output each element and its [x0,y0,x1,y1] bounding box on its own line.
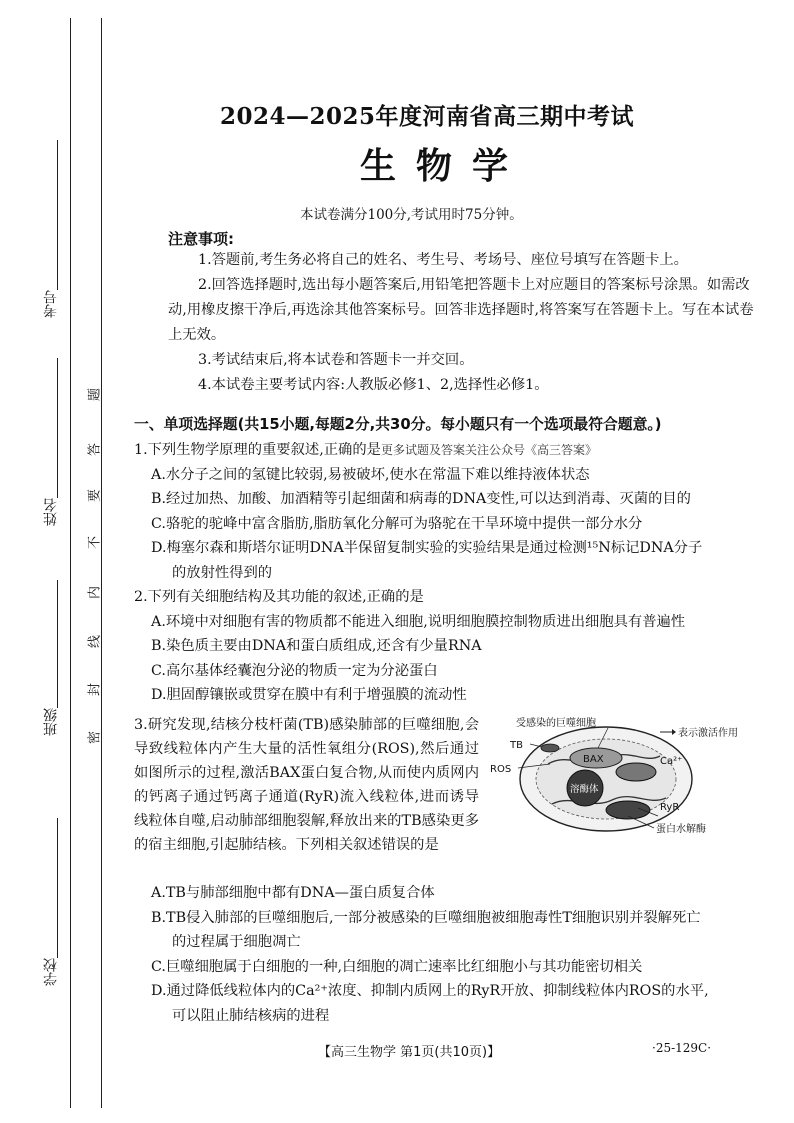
promo-note: 更多试题及答案关注公众号《高三答案》 [380,443,597,457]
option-d: D.胆固醇镶嵌或贯穿在膜中有利于增强膜的流动性 [151,687,467,703]
question-stem: 2.下列有关细胞结构及其功能的叙述,正确的是 [134,589,424,605]
name-blank [57,358,58,498]
notice-item: 4.本试卷主要考试内容:人教版必修1、2,选择性必修1。 [198,377,549,393]
infected-cell-label: 受感染的巨噬细胞 [516,718,596,729]
class-label: 班级 [43,708,59,736]
tb-label: TB [510,740,523,751]
notice-item: 3.考试结束后,将本试卷和答题卡一并交回。 [198,352,474,368]
class-blank [57,580,58,708]
option-d: D.通过降低线粒体内的Ca²⁺浓度、抑制内质网上的RyR开放、抑制线粒体内ROS的水平, [151,983,709,999]
exam-number-blank [57,140,58,290]
school-blank [57,818,58,958]
exam-number-label: 考号 [43,290,59,318]
school-label: 学校 [43,958,59,986]
question-3-options [134,881,774,1028]
activation-arrow-head [672,729,676,735]
activation-label: 表示激活作用 [678,728,738,739]
option-c: C.骆驼的驼峰中富含脂肪,脂肪氧化分解可为骆驼在干旱环境中提供一部分水分 [151,515,643,532]
section-heading: 一、单项选择题(共15小题,每题2分,共30分。每小题只有一个选项最符合题意。) [134,416,662,433]
seal-char: 封 [87,683,103,697]
notice-item: 1.答题前,考生务必将自己的姓名、考生号、考场号、座位号填写在答题卡上。 [198,252,688,268]
mitochondrion [616,763,656,781]
name-label: 姓名 [43,498,59,526]
option-a: A.水分子之间的氢键比较弱,易被破坏,使水在常温下难以维持液体状态 [151,466,590,483]
bax-label: BAX [583,754,604,765]
option-a: A.TB与肺部细胞中都有DNA—蛋白质复合体 [151,885,435,901]
option-b: B.染色质主要由DNA和蛋白质组成,还含有少量RNA [151,638,482,654]
option-c: C.巨噬细胞属于白细胞的一种,白细胞的凋亡速率比红细胞小与其功能密切相关 [151,958,643,975]
ros-label: ROS [490,764,512,775]
option-a: A.环境中对细胞有害的物质都不能进入细胞,说明细胞膜控制物质进出细胞具有普遍性 [151,613,686,630]
seal-char: 不 [87,536,103,550]
option-d: D.梅塞尔森和斯塔尔证明DNA半保留复制实验的实验结果是通过检测¹⁵N标记DNA分子 [151,540,703,556]
seal-char: 要 [87,489,103,503]
seal-char: 线 [87,635,103,649]
margin-line-right [101,18,102,1108]
ca-label: Ca²⁺ [660,756,683,767]
question-stem: 1.下列生物学原理的重要叙述,正确的是更多试题及答案关注公众号《高三答案》 [134,442,597,458]
question-1 [134,438,764,585]
ryr-label: RyR [660,802,680,813]
seal-char: 内 [87,586,103,600]
lysosome-label: 溶酶体 [570,784,599,795]
question-3-stem: 3.研究发现,结核分枝杆菌(TB)感染肺部的巨噬细胞,会导致线粒体内产生大量的活性氧组分(ROS),然后通过如图所示的过程,激活BAX蛋白复合物,从而使内质网内的钙离子通过钙离子通道(RyR)流入线粒体,进而诱导线粒体自噬,启动肺部细胞裂解,释放出来的TB感染更多的宿主细胞,引起肺结核。下列相关叙述错误的是 [134,717,479,853]
notice-heading: 注意事项: [168,230,234,248]
exam-code: ·25-129C· [652,1041,712,1055]
exam-title: 2024—2025年度河南省高三期中考试 [220,103,635,130]
notice-item: 2.回答选择题时,选出每小题答案后,用铅笔把答题卡上对应题目的答案标号涂黑。如需改动,用橡皮擦干净后,再选涂其他答案标号。回答非选择题时,将答案写在答题卡上。写在本试卷上无效。 [168,277,754,343]
seal-char: 答 [87,443,103,457]
seal-char: 密 [87,731,103,745]
option-c: C.高尔基体经囊泡分泌的物质一定为分泌蛋白 [151,662,438,679]
option-b: B.TB侵入肺部的巨噬细胞后,一部分被感染的巨噬细胞被细胞毒性T细胞识别并裂解死亡 [151,909,701,926]
subject-title: 生物学 [360,145,529,187]
option-b: B.经过加热、加酸、加酒精等引起细菌和病毒的DNA变性,可以达到消毒、灭菌的目的 [151,491,691,507]
margin-line-left [70,18,71,1108]
tb-bacterium [541,744,559,752]
macrophage-diagram [488,712,778,836]
question-2 [134,585,764,708]
notice-list [168,248,758,398]
option-d-cont: 可以阻止肺结核病的进程 [172,1007,330,1024]
exam-info: 本试卷满分100分,考试用时75分钟。 [300,207,523,223]
option-d-cont: 的放射性得到的 [172,564,273,581]
seal-char: 题 [87,388,103,402]
option-b-cont: 的过程属于细胞凋亡 [172,934,301,950]
page-footer: 【高三生物学 第1页(共10页)】 [318,1045,501,1060]
protease-label: 蛋白水解酶 [656,824,706,835]
